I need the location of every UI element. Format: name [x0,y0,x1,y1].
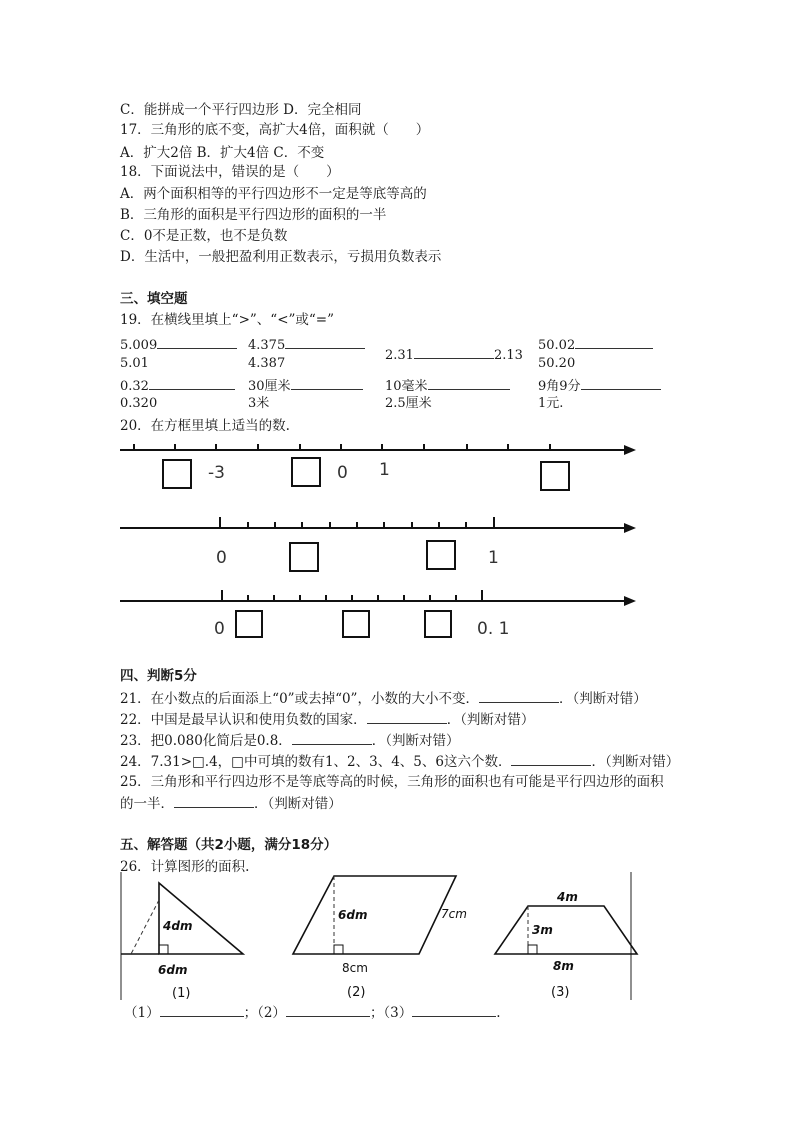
q26-stem: 26．计算图形的面积. [120,859,250,875]
compare-cell-4b: 50.20 [538,356,576,371]
compare-cell-8a: 9角9分 [538,376,661,395]
compare-cell-6b: 3米 [248,396,270,411]
figure-3-top-label: 4m [557,890,578,904]
q25-line1: 25．三角形和平行四边形不是等底等高的时候，三角形的面积也有可能是平行四边形的面积 [120,774,664,790]
compare-cell-4a: 50.02 [538,335,653,354]
figure-2-side-label: 7cm [441,907,467,921]
compare-cell-5a: 0.32 [120,376,235,395]
compare-cell-2b: 4.387 [248,356,286,371]
q22: 22．中国是最早认识和使用负数的国家． ．（判断对错） [120,712,535,728]
figure-1-height-label: 4dm [163,919,193,933]
q24: 24．7.31>□.4，□中可填的数有1、2、3、4、5、6这六个数． ．（判断对错） [120,754,680,770]
q20-stem: 20．在方框里填上适当的数. [120,418,290,434]
fill-heading: 三、填空题 [120,291,188,307]
number-line-2-label: 1 [488,548,499,568]
compare-cell-7b: 2.5厘米 [385,396,432,411]
q23: 23．把0.080化简后是0.8． ．（判断对错） [120,733,460,749]
figure-2-height-label: 6dm [338,908,368,922]
compare-cell-6a: 30厘米 [248,376,363,395]
compare-cell-1b: 5.01 [120,356,149,371]
compare-cell-8b: 1元. [538,396,564,411]
figure-3-base-label: 8m [553,959,574,973]
figure-2-caption: (2) [347,985,366,1000]
number-line-2-label: 0 [216,548,227,568]
q18-option-b: B．三角形的面积是平行四边形的面积的一半 [120,207,387,223]
q16-options: C．能拼成一个平行四边形 D．完全相同 [120,102,362,118]
number-line-3-label: 0 [214,619,225,639]
compare-cell-5b: 0.320 [120,396,158,411]
figure-1-base-label: 6dm [158,963,188,977]
figure-2-parallelogram [293,876,467,1000]
number-line-1-label: 0 [337,463,348,483]
answer-blank-2[interactable] [286,1003,370,1017]
q26-answers: （1） ；（2） ；（3） . [124,1005,501,1021]
number-line-1-label: -3 [208,463,225,483]
q18-option-a: A．两个面积相等的平行四边形不一定是等底等高的 [120,186,427,202]
q21: 21．在小数点的后面添上“0”或去掉“0”，小数的大小不变． ．（判断对错） [120,691,647,707]
answer-blank-3[interactable] [412,1003,496,1017]
q19-stem: 19．在横线里填上“>”、“<”或“=” [120,312,335,328]
q25-line2: 的一半． ．（判断对错） [120,796,342,812]
figure-3-caption: (3) [551,985,570,1000]
compare-cell-7a: 10毫米 [385,376,510,395]
figure-1-caption: (1) [172,986,191,1001]
q17-stem: 17．三角形的底不变，高扩大4倍，面积就（ ） [120,122,430,138]
q18-option-c: C．0不是正数，也不是负数 [120,228,288,244]
q17-options: A．扩大2倍 B．扩大4倍 C．不变 [120,145,325,161]
figure-3-height-label: 3m [532,923,553,937]
q18-option-d: D．生活中，一般把盈利用正数表示，亏损用负数表示 [120,249,442,265]
judge-heading: 四、判断5分 [120,668,197,684]
compare-cell-3: 2.31 2.13 [385,345,523,364]
figure-2-base-label: 8cm [342,961,368,975]
number-line-3-label: 0. 1 [477,619,510,639]
figure-3-trapezoid [495,890,637,1000]
figure-1-triangle [121,883,243,1001]
solve-heading: 五、解答题（共2小题，满分18分） [120,837,338,853]
q18-stem: 18．下面说法中，错误的是（ ） [120,164,340,180]
compare-cell-2a: 4.375 [248,335,365,354]
number-line-1-label: 1 [379,460,390,480]
compare-cell-1a: 5.009 [120,335,237,354]
answer-blank-1[interactable] [160,1003,244,1017]
